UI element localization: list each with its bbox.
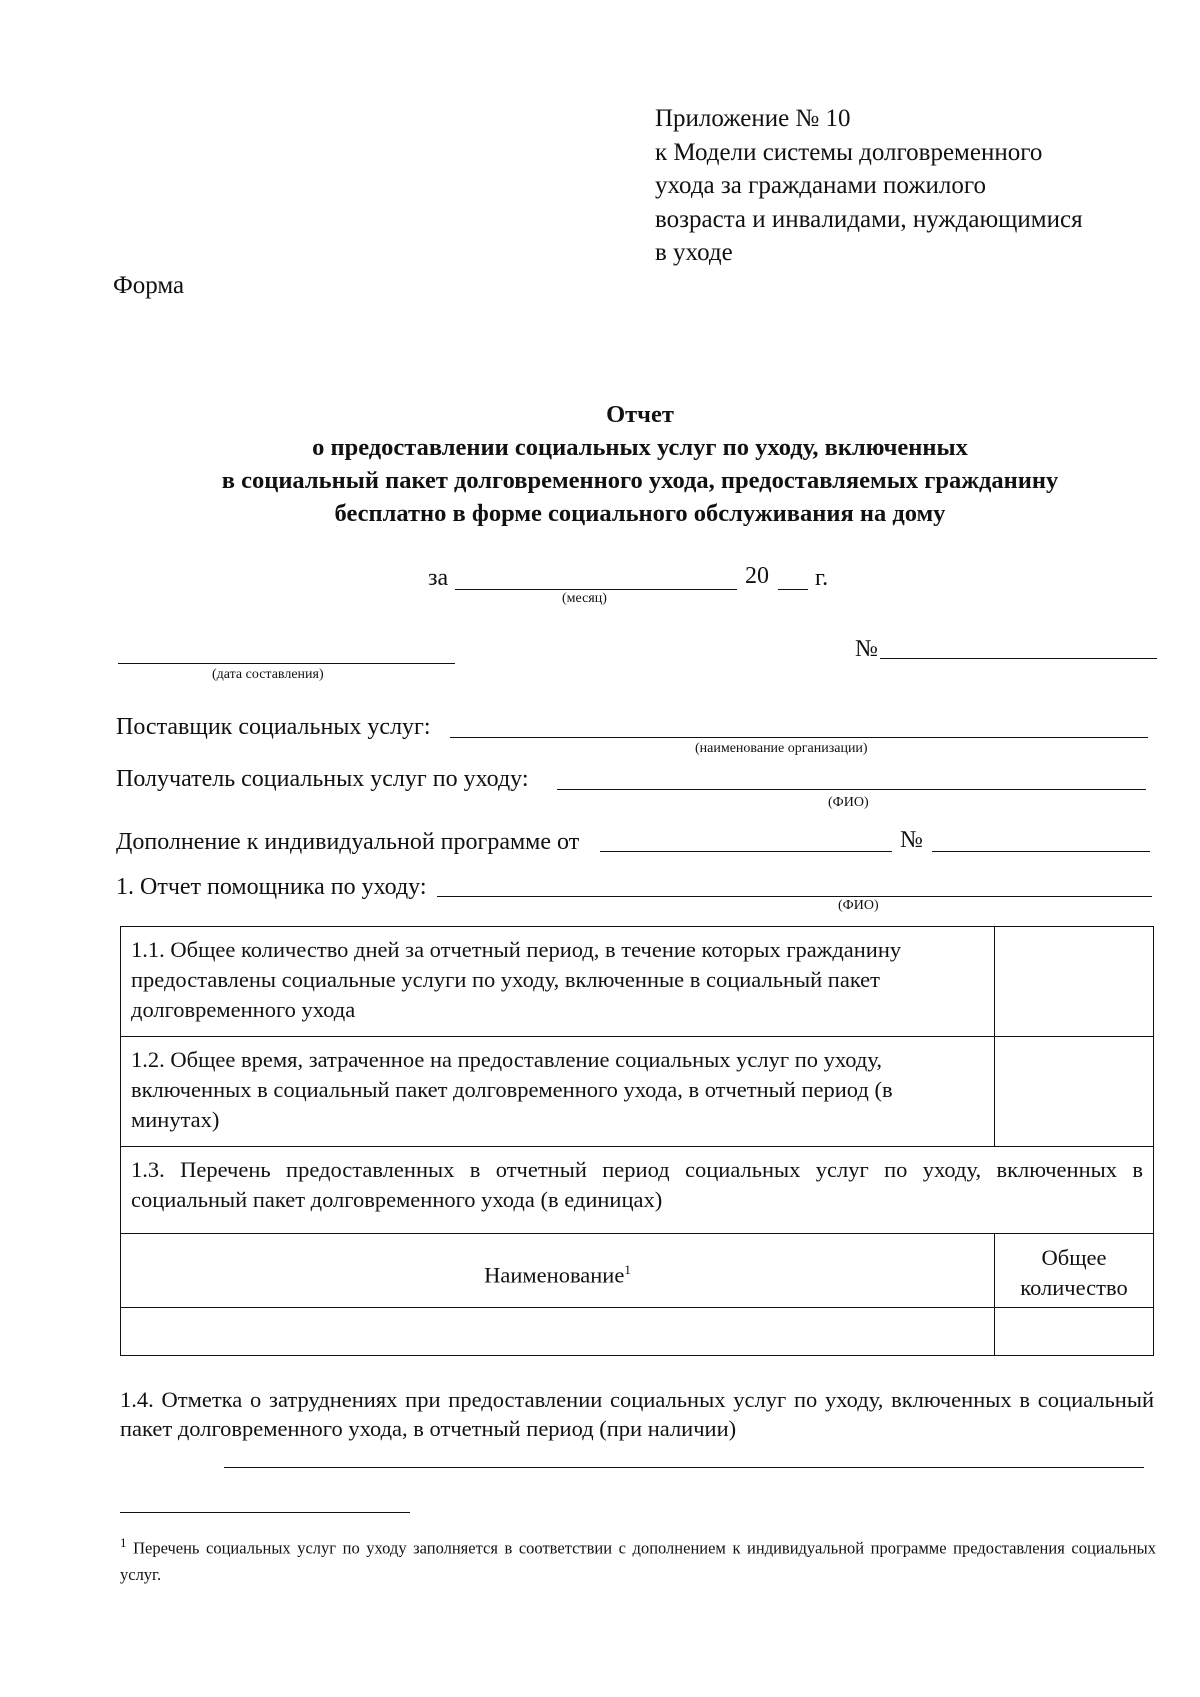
recipient-label: Получатель социальных услуг по уходу: bbox=[116, 766, 529, 792]
number-label: № bbox=[855, 636, 878, 662]
assistant-caption: (ФИО) bbox=[838, 898, 879, 913]
title-line: бесплатно в форме социального обслуживания на дому bbox=[334, 500, 946, 527]
title-line: в социальный пакет долговременного ухода, предоставляемых гражданину bbox=[221, 467, 1059, 494]
addition-number-label: № bbox=[900, 827, 923, 853]
addition-number-field[interactable] bbox=[932, 851, 1150, 852]
number-field[interactable] bbox=[880, 658, 1157, 659]
table-row bbox=[121, 1308, 1154, 1356]
year-prefix: 20 bbox=[745, 563, 769, 589]
difficulties-section bbox=[120, 1385, 1154, 1443]
table-row bbox=[121, 1147, 1154, 1234]
appendix-line: возраста и инвалидами, нуждающимися bbox=[655, 205, 1083, 233]
column-header-total: Общее количество bbox=[995, 1234, 1154, 1308]
footnote-marker: 1 bbox=[120, 1535, 127, 1550]
footnote-reference: 1 bbox=[624, 1261, 631, 1277]
column-header-name: Наименование$^1$ bbox=[121, 1234, 995, 1308]
month-field[interactable] bbox=[455, 589, 737, 590]
footnote-separator bbox=[120, 1512, 410, 1513]
row-1-3-text: 1.3. Перечень предоставленных в отчетный период социальных услуг по уходу, включенных в социальный пакет долговременного ухода (в единицах) bbox=[121, 1147, 1154, 1234]
row-1-1-value-cell[interactable] bbox=[995, 927, 1154, 1037]
row-1-2-text: 1.2. Общее время, затраченное на предоставление социальных услуг по уходу, включенных в социальный пакет долговременного ухода, в отчетный период (в минутах) bbox=[121, 1037, 995, 1147]
assistant-field[interactable] bbox=[437, 896, 1152, 897]
assistant-label: 1. Отчет помощника по уходу: bbox=[116, 874, 427, 900]
table-row bbox=[121, 1037, 1154, 1147]
date-field[interactable] bbox=[118, 663, 455, 664]
row-1-2-value-cell[interactable] bbox=[995, 1037, 1154, 1147]
service-total-cell[interactable] bbox=[995, 1308, 1154, 1356]
provider-label: Поставщик социальных услуг: bbox=[116, 714, 431, 740]
recipient-field[interactable] bbox=[557, 789, 1146, 790]
recipient-caption: (ФИО) bbox=[828, 795, 869, 810]
period-prefix: за bbox=[428, 565, 449, 591]
footnote bbox=[120, 1530, 1156, 1588]
table-header-row bbox=[121, 1234, 1154, 1308]
addition-label: Дополнение к индивидуальной программе от bbox=[116, 829, 580, 855]
title-line: о предоставлении социальных услуг по уходу, включенных bbox=[312, 434, 968, 461]
date-caption: (дата составления) bbox=[212, 667, 324, 682]
row-1-1-text: 1.1. Общее количество дней за отчетный период, в течение которых гражданину предоставлены социальные услуги по уходу, включенные в социальный пакет долговременного ухода bbox=[121, 927, 995, 1037]
month-caption: (месяц) bbox=[562, 591, 607, 606]
provider-caption: (наименование организации) bbox=[695, 741, 868, 756]
title-line: Отчет bbox=[606, 401, 674, 428]
difficulties-text: 1.4. Отметка о затруднениях при предоставлении социальных услуг по уходу, включенных в социальный пакет долговременного ухода, в отчетный период (при наличии) bbox=[120, 1387, 1154, 1441]
appendix-line: в уходе bbox=[655, 239, 733, 266]
difficulties-field[interactable] bbox=[224, 1467, 1144, 1468]
footnote-text: Перечень социальных услуг по уходу заполняется в соответствии с дополнением к индивидуальной программе предоставления социальных услуг. bbox=[120, 1538, 1156, 1584]
year-field[interactable] bbox=[778, 589, 808, 590]
appendix-block bbox=[655, 102, 1083, 270]
document-title bbox=[100, 398, 1180, 530]
appendix-line: ухода за гражданами пожилого bbox=[655, 172, 986, 199]
year-suffix: г. bbox=[815, 565, 829, 591]
appendix-line: к Модели системы долговременного bbox=[655, 138, 1043, 166]
form-label: Форма bbox=[113, 272, 185, 299]
table-row bbox=[121, 927, 1154, 1037]
addition-date-field[interactable] bbox=[600, 851, 892, 852]
appendix-line: Приложение № 10 bbox=[655, 105, 851, 132]
service-name-cell[interactable] bbox=[121, 1308, 995, 1356]
provider-field[interactable] bbox=[450, 737, 1148, 738]
report-table bbox=[120, 926, 1154, 1356]
